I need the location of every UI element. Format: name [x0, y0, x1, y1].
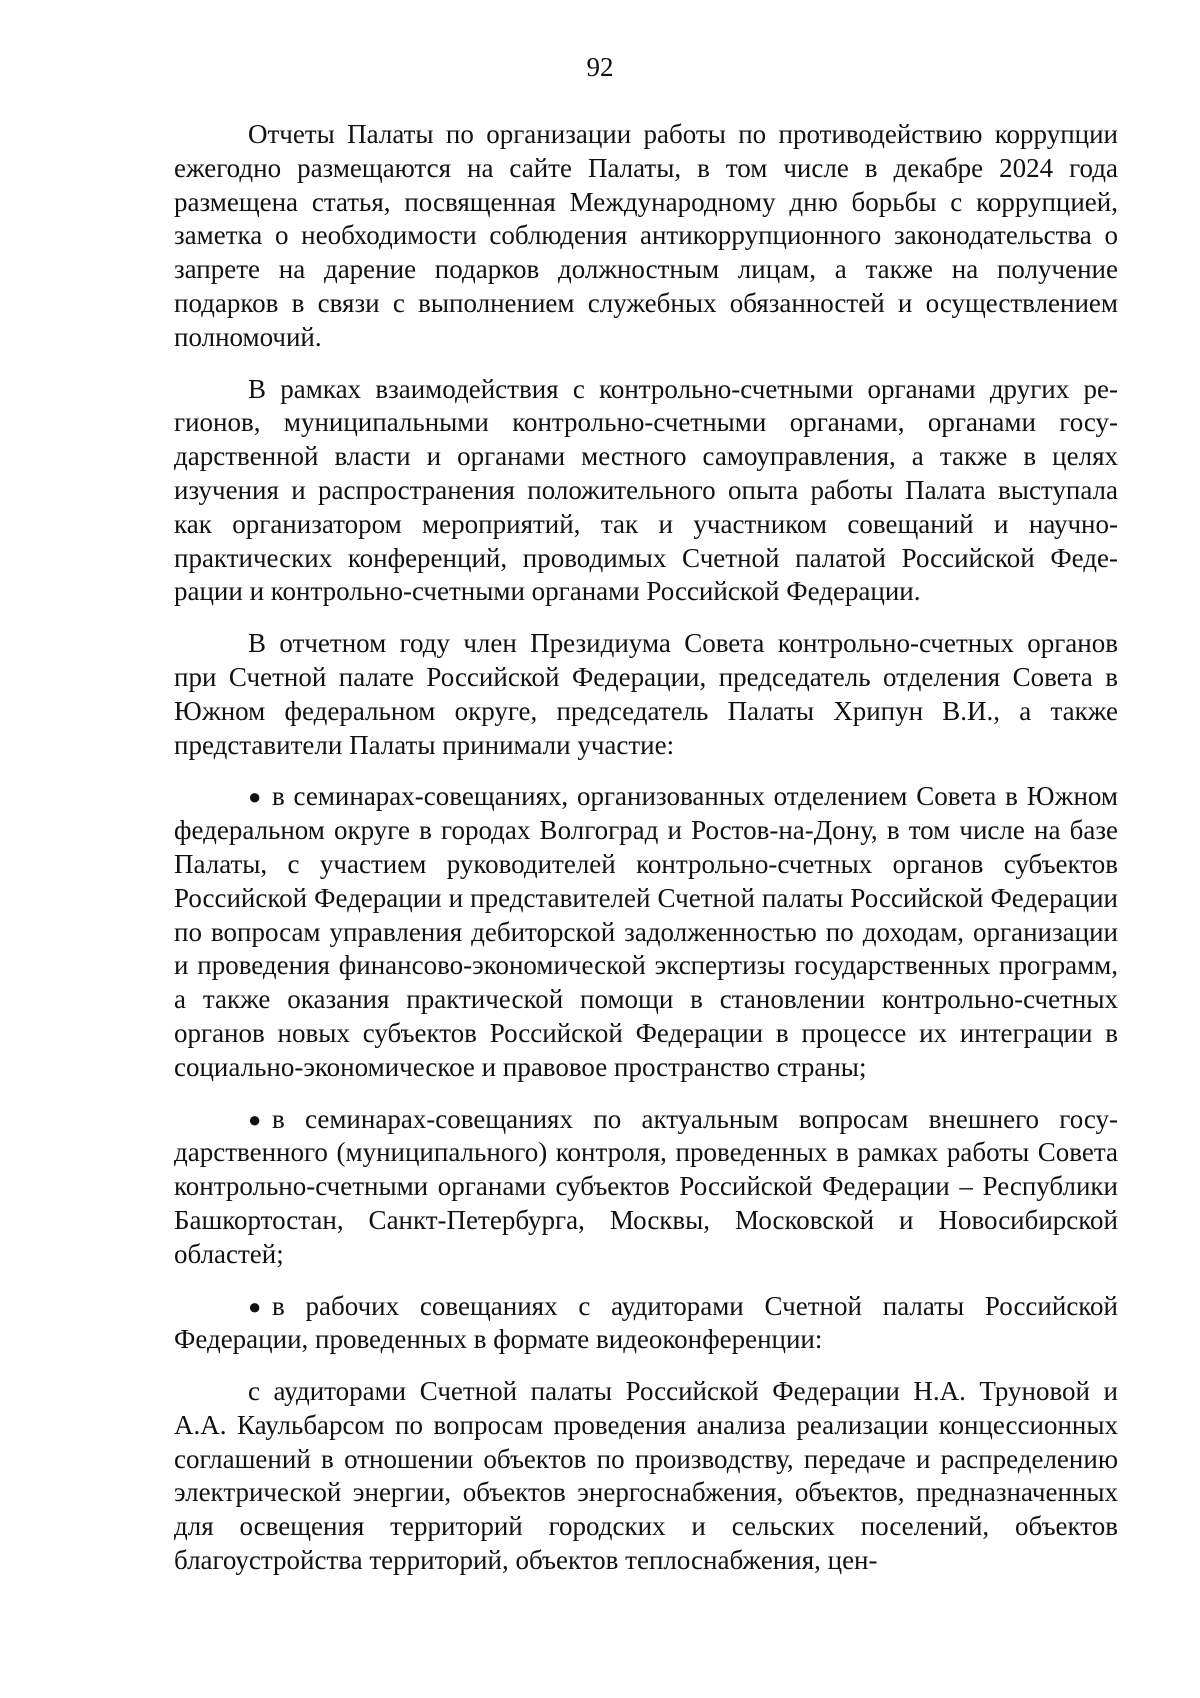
list-item — [174, 1290, 1118, 1358]
bullet-icon: ● — [248, 1106, 262, 1132]
list-item-text: в рабочих совещаниях с аудиторами Счетной палаты Российской Федерации, проведенных в формате видеоконференции: — [174, 1290, 1118, 1355]
list-item-text: в семинарах-совещаниях, организованных отделением Совета в Южном федеральном округе в городах Волгоград и Ростов-на-Дону, в том числе на базе Палаты, с участием руководителей контрольно-счетных органов субъектов Российской Федерации и представителей Счетной палаты Российской Федерации по вопросам управления дебиторской задолженностью по доходам, организации и проведения финансово-экономической экспертизы государственных программ, а также оказания практической помощи в становлении контрольно-счетных органов новых субъектов Российской Федерации в процессе их интеграции в социально-экономическое и правовое пространство страны; — [174, 781, 1118, 1082]
paragraph-auditor-meetings: с аудиторами Счетной палаты Российской Федерации Н.А. Труновой и А.А. Каульбарсом по вопросам проведения анализа реализации концессионных соглашений в отношении объектов по производству, передаче и распределению электрической энергии, объектов энергоснабжения, объектов, предназначенных для освещения территорий городских и сельских поселений, объектов благоустройства территорий, объектов теплоснабжения, цен- — [174, 1376, 1118, 1576]
bullet-icon: ● — [248, 784, 262, 810]
paragraph-interaction-with-control-bodies: В рамках взаимодействия с контрольно-счетными органами других регионов, муниципальными контрольно-счетными органами, органами государственной власти и органами местного самоуправления, а также в целях изучения и распространения положительного опыта работы Палата выступала как организатором мероприятий, так и участником совещаний и научно-практических конференций, проводимых Счетной палатой Российской Федерации и контрольно-счетными органами Российской Федерации. — [174, 373, 1118, 607]
paragraph-anticorruption-reports: Отчеты Палаты по организации работы по противодействию коррупции ежегодно размещаются на сайте Палаты, в том числе в декабре 2024 года размещена статья, посвященная Международному дню борьбы с коррупцией, заметка о необходимости соблюдения антикоррупционного законодательства о запрете на дарение подарков должностным лицам, а также на получение подарков в связи с выполнением служебных обязанностей и осуществлением полномочий. — [174, 119, 1118, 352]
paragraph-participation-intro: В отчетном году член Президиума Совета контрольно-счетных органов при Счетной палате Российской Федерации, председатель отделения Совета в Южном федеральном округе, председатель Палаты Хрипун В.И., а также представители Палаты принимали участие: — [174, 628, 1118, 760]
page-number: 92 — [586, 52, 614, 82]
list-item — [174, 780, 1118, 1084]
bullet-icon: ● — [248, 1293, 262, 1319]
list-item-text: в семинарах-совещаниях по актуальным вопросам внешнего государственного (муниципального) контроля, проведенных в рамках работы Совета контрольно-счетными органами субъектов Российской Федерации – Республики Башкортостан, Санкт-Петербурга, Москвы, Московской и Новосибирской областей; — [174, 1103, 1118, 1269]
page-content — [174, 118, 1118, 1596]
list-item — [174, 1103, 1118, 1272]
